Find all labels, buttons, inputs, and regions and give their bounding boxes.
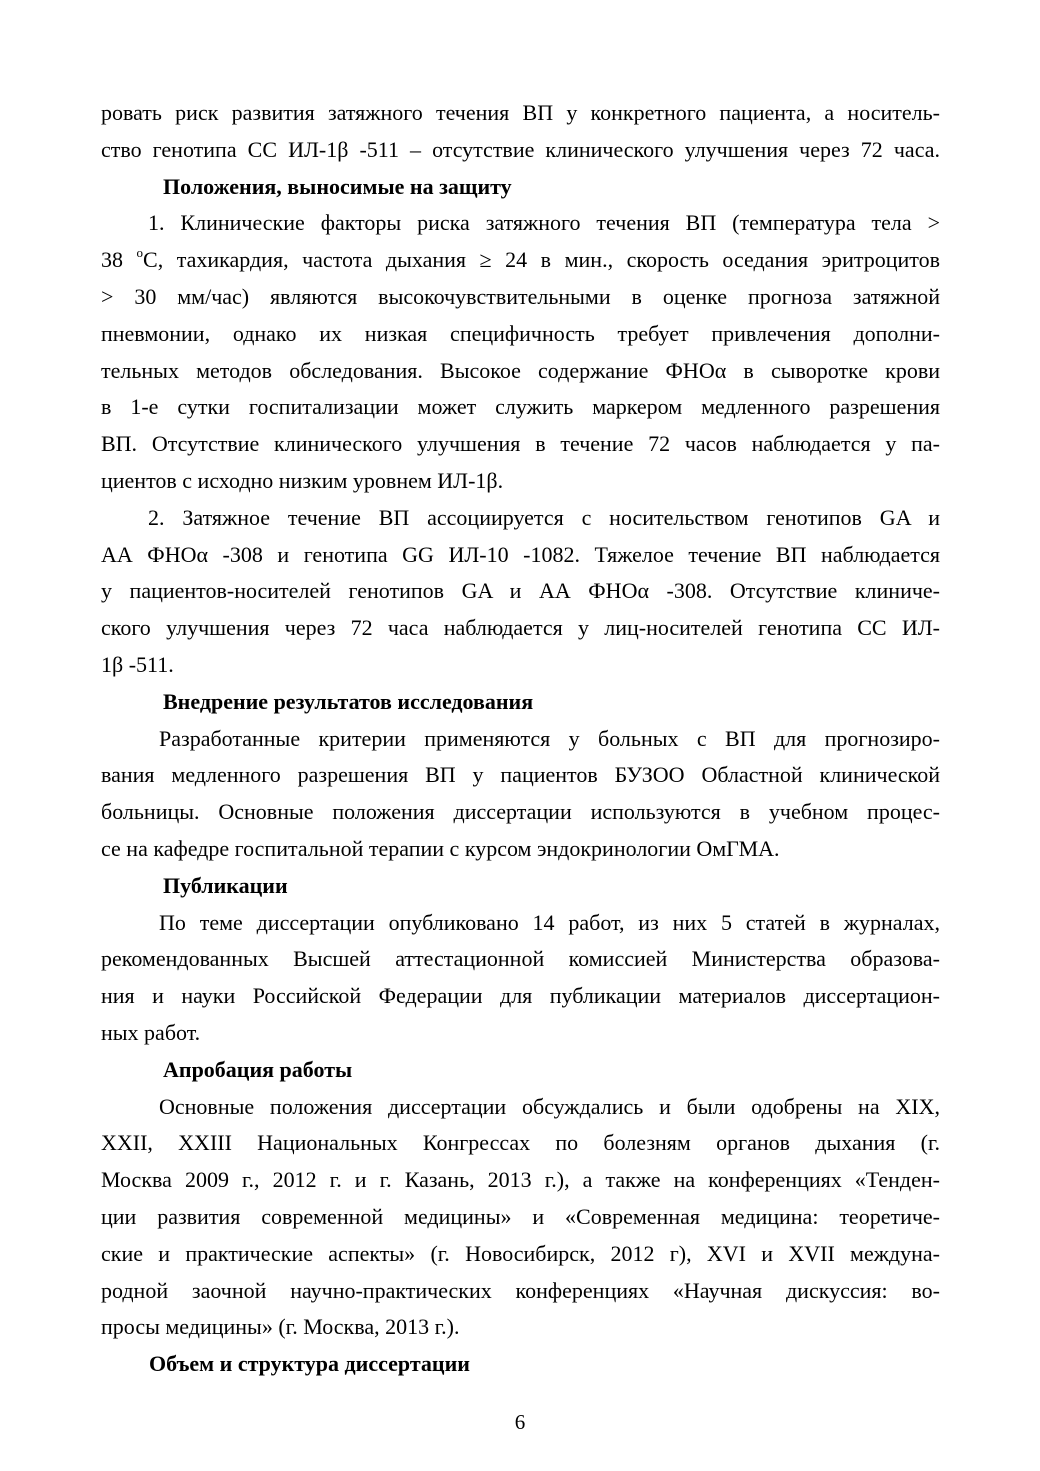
text-line: 1β -511.	[101, 651, 174, 677]
text-line: се на кафедре госпитальной терапии с курсом эндокринологии ОмГМА.	[101, 835, 780, 861]
section-heading: Внедрение результатов исследования	[163, 688, 534, 714]
text-line: пневмонии, однако их низкая специфичность требует привлечения дополни-	[101, 320, 940, 346]
text-fragment: С, тахикардия, частота дыхания ≥ 24 в мин., скорость оседания эритроцитов	[143, 247, 940, 273]
section-heading: Апробация работы	[163, 1056, 353, 1082]
section-heading: Положения, выносимые на защиту	[163, 173, 512, 199]
section-heading: Публикации	[163, 872, 288, 898]
text-line: тельных методов обследования. Высокое содержание ФНОα в сыворотке крови	[101, 357, 940, 383]
paragraph-first-line: 1. Клинические факторы риска затяжного течения ВП (температура тела >	[148, 210, 940, 236]
text-line: родной заочной научно-практических конференциях «Научная дискуссия: во-	[101, 1277, 940, 1303]
section-heading: Объем и структура диссертации	[149, 1351, 470, 1377]
text-fragment: 38	[101, 247, 137, 273]
paragraph-first-line: По теме диссертации опубликовано 14 работ, из них 5 статей в журналах,	[159, 909, 940, 935]
text-line: АА ФНОα -308 и генотипа GG ИЛ-10 -1082. Тяжелое течение ВП наблюдается	[101, 541, 940, 567]
text-line: рекомендованных Высшей аттестационной комиссией Министерства образова-	[101, 946, 940, 972]
text-line: ных работ.	[101, 1019, 201, 1045]
paragraph-first-line: Основные положения диссертации обсуждались и были одобрены на XIX,	[159, 1093, 940, 1119]
paragraph-first-line: 2. Затяжное течение ВП ассоциируется с носительством генотипов GA и	[148, 504, 940, 530]
page-number: 6	[514, 1410, 526, 1434]
text-line: ВП. Отсутствие клинического улучшения в течение 72 часов наблюдается у па-	[101, 431, 940, 457]
degree-superscript: o	[136, 245, 144, 261]
text-line: ские и практические аспекты» (г. Новосибирск, 2012 г), XVI и XVII междуна-	[101, 1240, 940, 1266]
text-line: ции развития современной медицины» и «Современная медицина: теоретиче-	[101, 1203, 940, 1229]
text-line: Москва 2009 г., 2012 г. и г. Казань, 2013 г.), а также на конференциях «Тенден-	[101, 1167, 940, 1193]
text-line: у пациентов-носителей генотипов GA и АА ФНОα -308. Отсутствие клиниче-	[101, 578, 940, 604]
text-line: просы медицины» (г. Москва, 2013 г.).	[101, 1314, 460, 1340]
paragraph-first-line: Разработанные критерии применяются у больных с ВП для прогнозиро-	[159, 725, 940, 751]
text-line: циентов с исходно низким уровнем ИЛ-1β.	[101, 467, 504, 493]
text-line: ство генотипа СС ИЛ-1β -511 – отсутствие клинического улучшения через 72 часа.	[101, 136, 940, 162]
text-line: в 1-е сутки госпитализации может служить маркером медленного разрешения	[101, 394, 940, 420]
text-line: XXII, XXIII Национальных Конгрессах по болезням органов дыхания (г.	[101, 1130, 940, 1156]
text-line: ния и науки Российской Федерации для публикации материалов диссертацион-	[101, 983, 940, 1009]
text-line: больницы. Основные положения диссертации используются в учебном процес-	[101, 799, 940, 825]
document-page	[101, 95, 940, 1383]
text-line: ского улучшения через 72 часа наблюдается у лиц-носителей генотипа СС ИЛ-	[101, 615, 940, 641]
text-line: > 30 мм/час) являются высокочувствительными в оценке прогноза затяжной	[101, 283, 940, 309]
text-line	[101, 242, 940, 279]
text-line: вания медленного разрешения ВП у пациентов БУЗОО Областной клинической	[101, 762, 940, 788]
text-line: ровать риск развития затяжного течения ВП у конкретного пациента, а носитель-	[101, 100, 940, 125]
